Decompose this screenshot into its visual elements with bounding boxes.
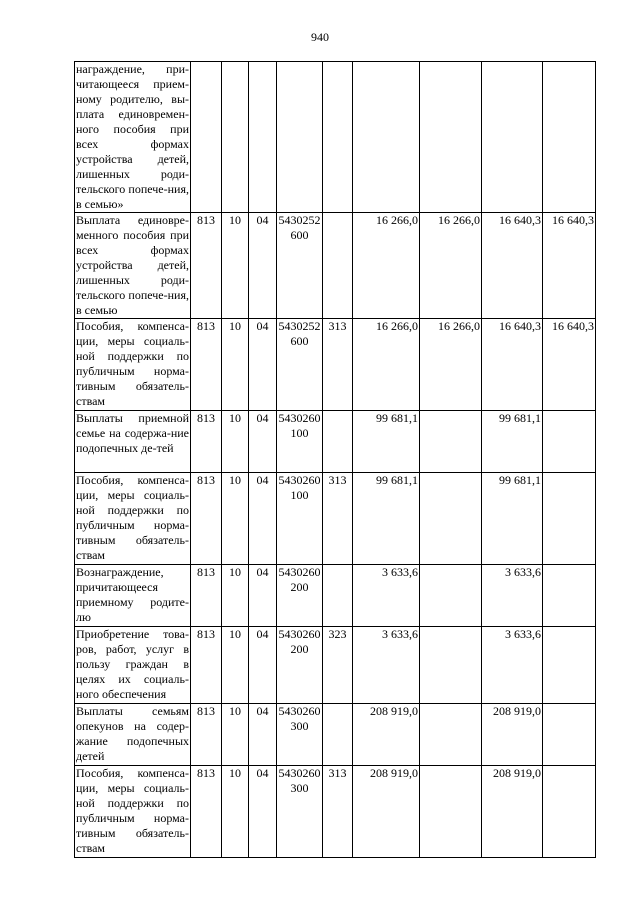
table-row — [75, 213, 596, 319]
ministry-code: 813 — [191, 411, 222, 473]
item-name: награждение, при-читающееся прием-ному родителю, вы-плата единовремен-ного пособия при всех формах устройства детей, лишенных роди-тельского попече-ния, в семью» — [76, 62, 189, 211]
amount-col-1: 3 633,6 — [353, 565, 420, 627]
table-row — [75, 704, 596, 766]
expense-type-code — [323, 213, 353, 319]
amount-col-2 — [420, 411, 482, 473]
amount-col-4 — [543, 565, 596, 627]
amount-col-2 — [420, 62, 482, 213]
amount-col-4 — [543, 627, 596, 704]
amount-col-3: 208 919,0 — [482, 766, 543, 858]
table-row — [75, 62, 596, 213]
expense-type-code — [323, 62, 353, 213]
amount-col-3 — [482, 62, 543, 213]
amount-col-4 — [543, 411, 596, 473]
amount-col-4: 16 640,3 — [543, 319, 596, 411]
ministry-code: 813 — [191, 473, 222, 565]
item-name-cell — [75, 62, 191, 213]
ministry-code: 813 — [191, 213, 222, 319]
page-number: 940 — [311, 30, 329, 44]
section-code: 10 — [222, 766, 249, 858]
target-article-code: 5430260100 — [277, 411, 323, 473]
amount-col-3: 99 681,1 — [482, 411, 543, 473]
amount-col-2 — [420, 473, 482, 565]
budget-table — [74, 61, 596, 858]
section-code: 10 — [222, 473, 249, 565]
section-code — [222, 62, 249, 213]
target-article-code — [277, 62, 323, 213]
subsection-code: 04 — [249, 766, 277, 858]
expense-type-code — [323, 704, 353, 766]
section-code: 10 — [222, 319, 249, 411]
subsection-code: 04 — [249, 319, 277, 411]
table-row — [75, 627, 596, 704]
subsection-code: 04 — [249, 213, 277, 319]
expense-type-code: 313 — [323, 766, 353, 858]
amount-col-4 — [543, 704, 596, 766]
item-name: Выплаты семьям опекунов на содер-жание подопечных детей — [76, 704, 189, 763]
table-row — [75, 411, 596, 473]
expense-type-code: 313 — [323, 319, 353, 411]
amount-col-3: 99 681,1 — [482, 473, 543, 565]
section-code: 10 — [222, 411, 249, 473]
table-row — [75, 319, 596, 411]
item-name: Приобретение това-ров, работ, услуг в пользу граждан в целях их социаль-ного обеспечения — [76, 627, 189, 701]
expense-type-code — [323, 411, 353, 473]
amount-col-4 — [543, 62, 596, 213]
amount-col-1: 16 266,0 — [353, 319, 420, 411]
amount-col-2: 16 266,0 — [420, 319, 482, 411]
target-article-code: 5430260200 — [277, 627, 323, 704]
amount-col-1: 208 919,0 — [353, 766, 420, 858]
amount-col-4: 16 640,3 — [543, 213, 596, 319]
ministry-code — [191, 62, 222, 213]
amount-col-3: 16 640,3 — [482, 319, 543, 411]
item-name-cell — [75, 319, 191, 411]
ministry-code: 813 — [191, 565, 222, 627]
target-article-code: 5430260300 — [277, 766, 323, 858]
item-name-cell — [75, 411, 191, 473]
ministry-code: 813 — [191, 704, 222, 766]
section-code: 10 — [222, 704, 249, 766]
ministry-code: 813 — [191, 766, 222, 858]
amount-col-3: 3 633,6 — [482, 565, 543, 627]
amount-col-2 — [420, 565, 482, 627]
item-name: Выплата единовре-менного пособия при всех формах устройства детей, лишенных роди-тельского попече-ния, в семью — [76, 213, 189, 317]
subsection-code: 04 — [249, 411, 277, 473]
item-name: Пособия, компенса-ции, меры социаль-ной поддержки по публичным норма-тивным обязатель-ствам — [76, 319, 189, 408]
section-code: 10 — [222, 627, 249, 704]
table-row — [75, 565, 596, 627]
amount-col-2 — [420, 704, 482, 766]
amount-col-4 — [543, 766, 596, 858]
amount-col-4 — [543, 473, 596, 565]
item-name: Выплаты приемной семье на содержа-ние подопечных де-тей — [76, 411, 189, 455]
expense-type-code: 323 — [323, 627, 353, 704]
amount-col-1: 99 681,1 — [353, 473, 420, 565]
subsection-code: 04 — [249, 627, 277, 704]
target-article-code: 5430260100 — [277, 473, 323, 565]
amount-col-1: 99 681,1 — [353, 411, 420, 473]
expense-type-code: 313 — [323, 473, 353, 565]
section-code: 10 — [222, 565, 249, 627]
amount-col-1: 208 919,0 — [353, 704, 420, 766]
amount-col-2: 16 266,0 — [420, 213, 482, 319]
subsection-code: 04 — [249, 565, 277, 627]
section-code: 10 — [222, 213, 249, 319]
expense-type-code — [323, 565, 353, 627]
item-name-cell — [75, 473, 191, 565]
amount-col-1: 16 266,0 — [353, 213, 420, 319]
item-name: Пособия, компенса-ции, меры социаль-ной поддержки по публичным норма-тивным обязатель-ствам — [76, 473, 189, 562]
amount-col-3: 16 640,3 — [482, 213, 543, 319]
subsection-code: 04 — [249, 704, 277, 766]
amount-col-1 — [353, 62, 420, 213]
target-article-code: 5430252600 — [277, 319, 323, 411]
table-row — [75, 766, 596, 858]
ministry-code: 813 — [191, 627, 222, 704]
item-name-cell — [75, 213, 191, 319]
amount-col-3: 208 919,0 — [482, 704, 543, 766]
item-name-cell — [75, 627, 191, 704]
table-row — [75, 473, 596, 565]
item-name: Пособия, компенса-ции, меры социаль-ной поддержки по публичным норма-тивным обязатель-ствам — [76, 766, 189, 855]
item-name-cell — [75, 704, 191, 766]
target-article-code: 5430260300 — [277, 704, 323, 766]
item-name-cell — [75, 766, 191, 858]
amount-col-1: 3 633,6 — [353, 627, 420, 704]
amount-col-2 — [420, 627, 482, 704]
subsection-code: 04 — [249, 473, 277, 565]
ministry-code: 813 — [191, 319, 222, 411]
target-article-code: 5430252600 — [277, 213, 323, 319]
amount-col-2 — [420, 766, 482, 858]
item-name: Вознаграждение, причитающееся приемному родите-лю — [76, 565, 189, 624]
item-name-cell — [75, 565, 191, 627]
target-article-code: 5430260200 — [277, 565, 323, 627]
amount-col-3: 3 633,6 — [482, 627, 543, 704]
subsection-code — [249, 62, 277, 213]
